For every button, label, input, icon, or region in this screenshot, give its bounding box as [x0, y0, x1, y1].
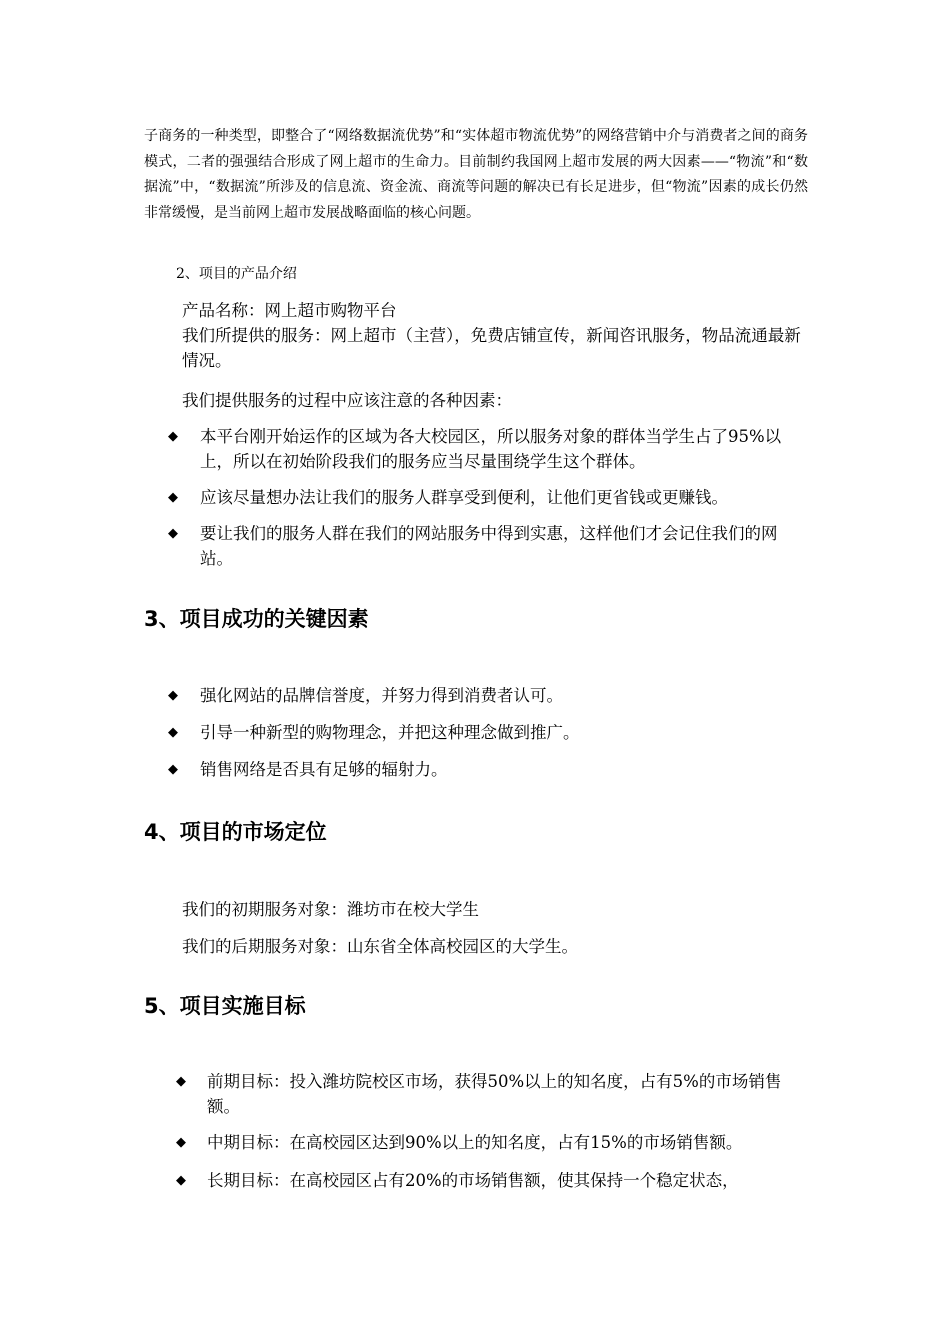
diamond-bullet-icon: ◆: [168, 490, 178, 505]
list-item-text: 强化网站的品牌信誉度，并努力得到消费者认可。: [200, 686, 563, 705]
list-item-text: 应该尽量想办法让我们的服务人群享受到便利，让他们更省钱或更赚钱。: [200, 488, 728, 507]
diamond-bullet-icon: ◆: [176, 1135, 186, 1150]
list-item: [176, 1069, 808, 1119]
diamond-bullet-icon: ◆: [176, 1074, 186, 1089]
list-item: [176, 1130, 808, 1155]
section-heading-market-positioning: 4、项目的市场定位: [144, 820, 327, 844]
list-item: [168, 683, 808, 708]
list-item-text: 前期目标：投入潍坊院校区市场，获得50%以上的知名度，占有5%的市场销售额。: [207, 1072, 782, 1116]
diamond-bullet-icon: ◆: [168, 688, 178, 703]
intro-paragraph: 子商务的一种类型，即整合了“网络数据流优势”和“实体超市物流优势”的网络营销中介与消费者之间的商务模式，二者的强强结合形成了网上超市的生命力。目前制约我国网上超市发展的两大因素——“物流”和“数据流”中，“数据流”所涉及的信息流、资金流、商流等问题的解决已有长足进步，但“物流”因素的成长仍然非常缓慢，是当前网上超市发展战略面临的核心问题。: [144, 128, 808, 221]
list-item: [168, 720, 808, 745]
product-name: 产品名称：网上超市购物平台: [182, 301, 397, 320]
diamond-bullet-icon: ◆: [168, 725, 178, 740]
diamond-bullet-icon: ◆: [168, 429, 178, 444]
section-heading-goals: 5、项目实施目标: [144, 994, 306, 1018]
list-item: [168, 424, 808, 474]
list-item-text: 本平台刚开始运作的区域为各大校园区，所以服务对象的群体当学生占了95%以上，所以在初始阶段我们的服务应当尽量围绕学生这个群体。: [200, 427, 782, 471]
list-item: [168, 485, 808, 510]
subsection-heading-product: 2、项目的产品介绍: [176, 266, 297, 282]
list-item-text: 引导一种新型的购物理念，并把这种理念做到推广。: [200, 723, 580, 742]
list-item: [168, 757, 808, 782]
product-services: 我们所提供的服务：网上超市（主营），免费店铺宣传，新闻咨讯服务，物品流通最新情况。: [182, 326, 801, 370]
later-target-line: 我们的后期服务对象：山东省全体高校园区的大学生。: [182, 937, 578, 956]
section-heading-key-factors: 3、项目成功的关键因素: [144, 607, 369, 631]
list-item: [168, 521, 808, 571]
initial-target-line: 我们的初期服务对象：潍坊市在校大学生: [182, 900, 479, 919]
list-item: [176, 1168, 808, 1193]
factors-intro: 我们提供服务的过程中应该注意的各种因素：: [182, 391, 512, 410]
diamond-bullet-icon: ◆: [176, 1173, 186, 1188]
list-item-text: 销售网络是否具有足够的辐射力。: [200, 760, 448, 779]
diamond-bullet-icon: ◆: [168, 526, 178, 541]
list-item-text: 要让我们的服务人群在我们的网站服务中得到实惠，这样他们才会记住我们的网站。: [200, 524, 778, 568]
diamond-bullet-icon: ◆: [168, 762, 178, 777]
list-item-text: 长期目标：在高校园区占有20%的市场销售额，使其保持一个稳定状态，: [207, 1171, 739, 1190]
list-item-text: 中期目标：在高校园区达到90%以上的知名度，占有15%的市场销售额。: [207, 1133, 743, 1152]
